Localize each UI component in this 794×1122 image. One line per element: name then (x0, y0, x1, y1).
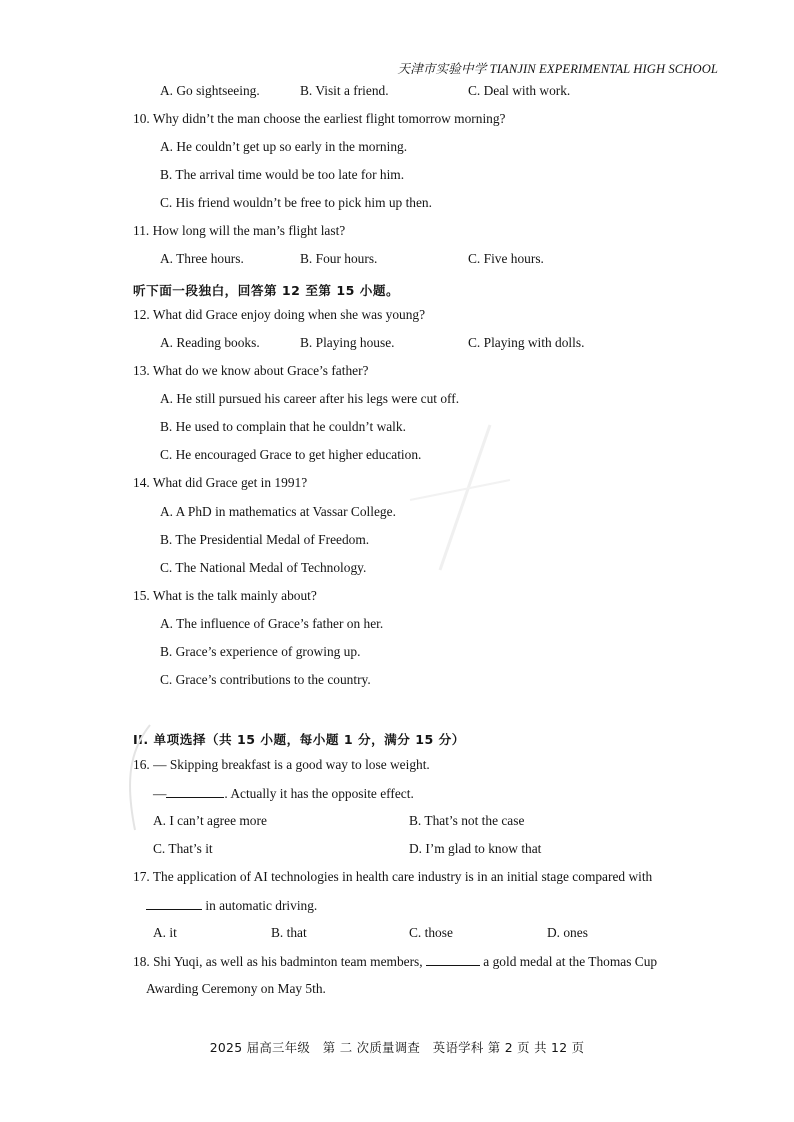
q17-option-d: D. ones (547, 925, 588, 940)
q15-option-c: C. Grace’s contributions to the country. (160, 672, 371, 687)
section-2-title: II. 单项选择（共 15 小题，每小题 1 分，满分 15 分） (133, 732, 465, 747)
q17-answer-blank (146, 897, 202, 910)
q9-option-b: B. Visit a friend. (300, 83, 389, 98)
q16-option-b: B. That’s not the case (409, 813, 525, 828)
q17-line2-text: in automatic driving. (202, 898, 318, 913)
q12-option-c: C. Playing with dolls. (468, 335, 585, 350)
q14-stem: 14. What did Grace get in 1991? (133, 475, 308, 490)
monologue-instruction: 听下面一段独白，回答第 12 至第 15 小题。 (133, 283, 400, 298)
q16-line2-text: . Actually it has the opposite effect. (224, 786, 414, 801)
q14-option-b: B. The Presidential Medal of Freedom. (160, 532, 370, 547)
q16-line2 (153, 785, 414, 802)
q16-option-a: A. I can’t agree more (153, 813, 267, 828)
q10-option-a: A. He couldn’t get up so early in the morning. (160, 139, 408, 154)
q15-stem: 15. What is the talk mainly about? (133, 588, 317, 603)
q11-option-b: B. Four hours. (300, 251, 378, 266)
q14-option-c: C. The National Medal of Technology. (160, 560, 367, 575)
q16-answer-blank (166, 785, 224, 798)
q12-stem: 12. What did Grace enjoy doing when she was young? (133, 307, 426, 322)
q13-option-c: C. He encouraged Grace to get higher education. (160, 447, 422, 462)
q18-answer-blank (426, 953, 480, 966)
q10-option-b: B. The arrival time would be too late for him. (160, 167, 405, 182)
q15-option-a: A. The influence of Grace’s father on her. (160, 616, 384, 631)
q11-option-c: C. Five hours. (468, 251, 544, 266)
q11-stem: 11. How long will the man’s flight last? (133, 223, 346, 238)
q10-stem: 10. Why didn’t the man choose the earliest flight tomorrow morning? (133, 111, 506, 126)
q17-option-c: C. those (409, 925, 453, 940)
q9-option-c: C. Deal with work. (468, 83, 571, 98)
q18-line2: Awarding Ceremony on May 5th. (146, 981, 326, 996)
q18-line1 (133, 953, 657, 970)
school-header: 天津市实验中学 TIANJIN EXPERIMENTAL HIGH SCHOOL (397, 62, 718, 76)
q15-option-b: B. Grace’s experience of growing up. (160, 644, 361, 659)
q11-option-a: A. Three hours. (160, 251, 244, 266)
q13-stem: 13. What do we know about Grace’s father? (133, 363, 369, 378)
q16-dash: — (153, 786, 167, 801)
q14-option-a: A. A PhD in mathematics at Vassar College. (160, 504, 396, 519)
watermark-stroke (400, 420, 520, 580)
q17-option-a: A. it (153, 925, 177, 940)
q17-line2 (146, 897, 317, 914)
q12-option-b: B. Playing house. (300, 335, 395, 350)
q9-option-a: A. Go sightseeing. (160, 83, 260, 98)
q16-option-d: D. I’m glad to know that (409, 841, 542, 856)
page-footer: 2025 届高三年级 第 二 次质量调查 英语学科 第 2 页 共 12 页 (209, 1040, 585, 1055)
q13-option-a: A. He still pursued his career after his legs were cut off. (160, 391, 460, 406)
q17-line1: 17. The application of AI technologies in health care industry is in an initial stage compared with (133, 869, 653, 884)
q16-option-c: C. That’s it (153, 841, 213, 856)
q18-line1-end: a gold medal at the Thomas Cup (479, 954, 658, 969)
q16-line1: 16. — Skipping breakfast is a good way to lose weight. (133, 757, 430, 772)
q18-line1-text: 18. Shi Yuqi, as well as his badminton team members, (133, 954, 426, 969)
q17-option-b: B. that (271, 925, 307, 940)
q13-option-b: B. He used to complain that he couldn’t walk. (160, 419, 406, 434)
q10-option-c: C. His friend wouldn’t be free to pick him up then. (160, 195, 432, 210)
q12-option-a: A. Reading books. (160, 335, 260, 350)
